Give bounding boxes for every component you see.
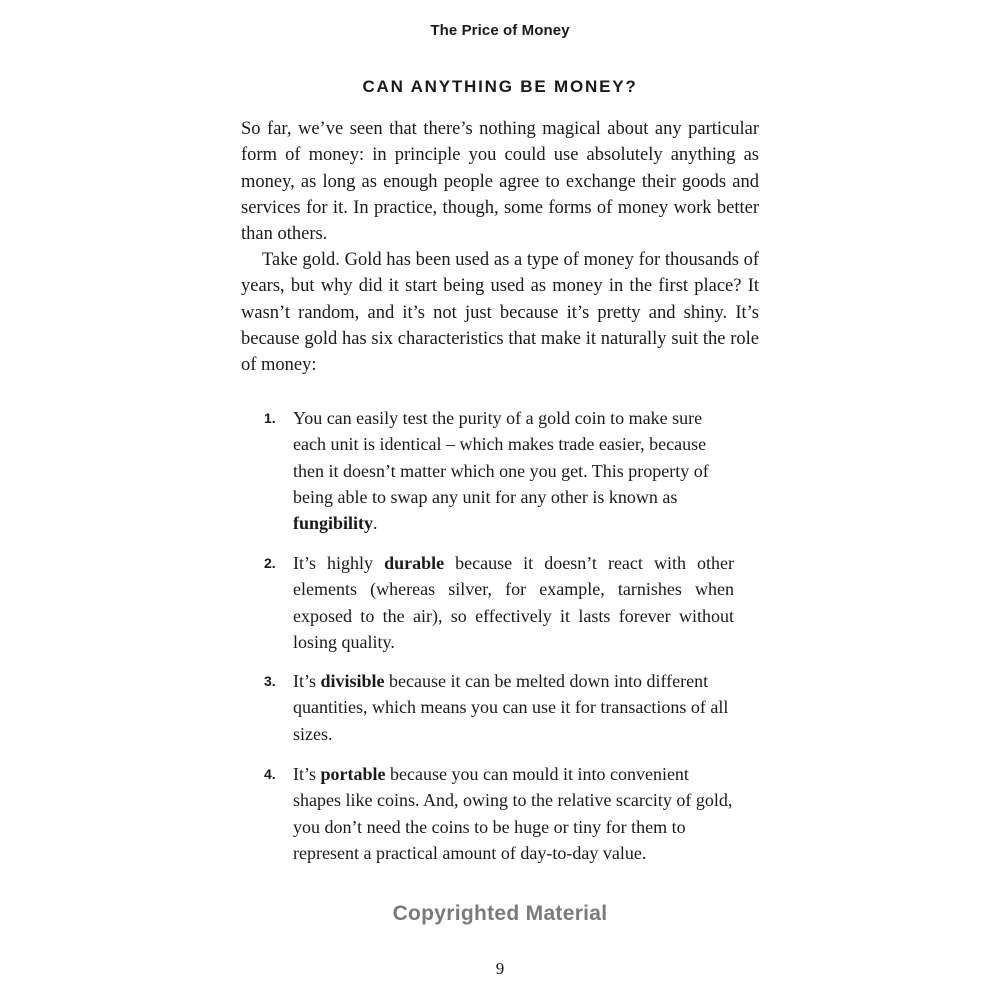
list-item — [264, 550, 734, 655]
term-portable: portable — [320, 764, 386, 784]
list-number: 2. — [264, 555, 276, 571]
page-number: 9 — [495, 959, 505, 978]
list-item — [264, 761, 734, 866]
list-item-text: It’s portable because you can mould it into convenient shapes like coins. And, owing to the relative scarcity of gold, you don’t need the coins to be huge or tiny for them to represent a practical amount of day-to-day value. — [293, 764, 733, 863]
list-item-text: It’s divisible because it can be melted down into different quantities, which means you can use it for transactions of all sizes. — [293, 671, 729, 744]
paragraph-gold: Take gold. Gold has been used as a type of money for thousands of years, but why did it start being used as money in the first place? It wasn’t random, and it’s not just because it’s pretty and shiny. It’s because gold has six characteristics that make it naturally suit the role of money: — [241, 250, 759, 376]
running-head: The Price of Money — [430, 22, 570, 39]
list-number: 4. — [264, 766, 276, 782]
term-durable: durable — [384, 553, 445, 573]
list-item — [264, 405, 734, 536]
term-fungibility: fungibility — [293, 513, 374, 534]
term-divisible: divisible — [320, 671, 385, 691]
list-item-text: It’s highly durable because it doesn’t react with other elements (whereas silver, for example, tarnishes when exposed to the air), so effectively it lasts forever without losing quality. — [293, 553, 734, 652]
list-item — [264, 668, 734, 747]
list-number: 3. — [264, 673, 276, 689]
list-number: 1. — [264, 410, 276, 426]
section-heading: CAN ANYTHING BE MONEY? — [362, 77, 638, 96]
list-item-text: You can easily test the purity of a gold coin to make sure each unit is identical – which makes trade easier, because then it doesn’t matter which one you get. This property of being able to swap any unit for any other is known as fungibility. — [293, 408, 709, 534]
paragraph-intro: So far, we’ve seen that there’s nothing magical about any particular form of money: in principle you could use absolutely anything as money, as long as enough people agree to exchange their goods and services for it. In practice, though, some forms of money work better than others. — [241, 119, 759, 245]
copyright-watermark: Copyrighted Material — [392, 902, 608, 925]
